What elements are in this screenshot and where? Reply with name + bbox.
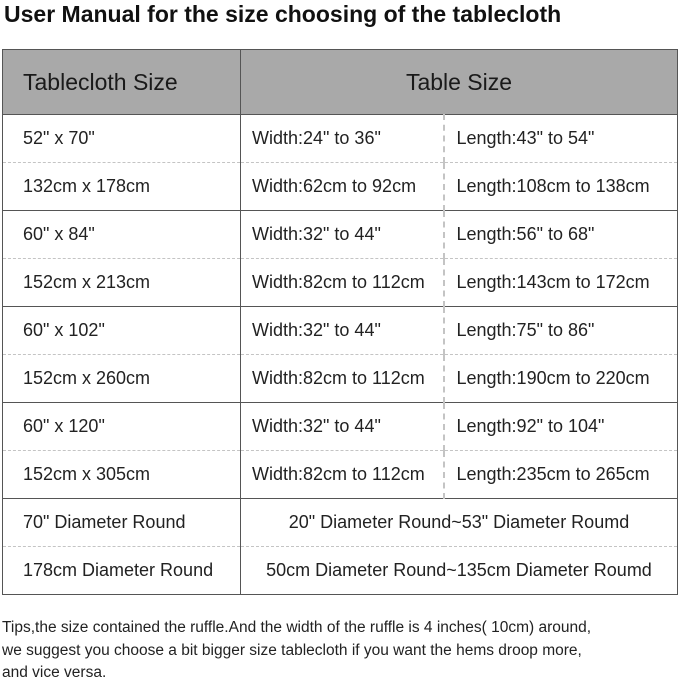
table-row bbox=[3, 307, 678, 355]
tips-line: and vice versa. bbox=[2, 664, 107, 681]
size-table bbox=[2, 49, 678, 595]
table-width-cm: Width:62cm to 92cm bbox=[241, 163, 444, 211]
tablecloth-size-inches: 60" x 84" bbox=[3, 211, 241, 259]
table-row bbox=[3, 355, 678, 403]
table-width-inches: Width:32" to 44" bbox=[241, 211, 444, 259]
table-row bbox=[3, 211, 678, 259]
table-length-cm: Length:143cm to 172cm bbox=[444, 259, 678, 307]
tablecloth-size-inches: 60" x 120" bbox=[3, 403, 241, 451]
tablecloth-size-cm: 152cm x 213cm bbox=[3, 259, 241, 307]
table-row bbox=[3, 403, 678, 451]
tips-line: we suggest you choose a bit bigger size tablecloth if you want the hems droop more, bbox=[2, 641, 582, 659]
table-row bbox=[3, 163, 678, 211]
table-width-cm: Width:82cm to 112cm bbox=[241, 259, 444, 307]
round-table-range-cm: 50cm Diameter Round~135cm Diameter Roumd bbox=[241, 547, 678, 595]
table-length-inches: Length:56" to 68" bbox=[444, 211, 678, 259]
header-tablecloth-size: Tablecloth Size bbox=[3, 50, 241, 115]
table-width-cm: Width:82cm to 112cm bbox=[241, 451, 444, 499]
table-width-inches: Width:32" to 44" bbox=[241, 307, 444, 355]
table-row-round bbox=[3, 499, 678, 547]
table-length-cm: Length:190cm to 220cm bbox=[444, 355, 678, 403]
table-width-inches: Width:32" to 44" bbox=[241, 403, 444, 451]
table-row-round bbox=[3, 547, 678, 595]
table-header-row bbox=[3, 50, 678, 115]
tablecloth-size-cm: 152cm x 260cm bbox=[3, 355, 241, 403]
tips-line: Tips,the size contained the ruffle.And the width of the ruffle is 4 inches( 10cm) around, bbox=[2, 619, 592, 636]
header-table-size: Table Size bbox=[241, 50, 678, 115]
tablecloth-size-inches: 60" x 102" bbox=[3, 307, 241, 355]
table-row bbox=[3, 259, 678, 307]
page-title: User Manual for the size choosing of the tablecloth bbox=[4, 1, 562, 27]
table-length-inches: Length:75" to 86" bbox=[444, 307, 678, 355]
tips-note bbox=[2, 617, 677, 685]
table-length-cm: Length:108cm to 138cm bbox=[444, 163, 678, 211]
table-length-inches: Length:43" to 54" bbox=[444, 115, 678, 163]
tablecloth-size-cm: 152cm x 305cm bbox=[3, 451, 241, 499]
table-length-cm: Length:235cm to 265cm bbox=[444, 451, 678, 499]
table-length-inches: Length:92" to 104" bbox=[444, 403, 678, 451]
round-size-cm: 178cm Diameter Round bbox=[3, 547, 241, 595]
tablecloth-size-inches: 52" x 70" bbox=[3, 115, 241, 163]
table-row bbox=[3, 451, 678, 499]
round-table-range-inches: 20" Diameter Round~53" Diameter Roumd bbox=[241, 499, 678, 547]
table-width-inches: Width:24" to 36" bbox=[241, 115, 444, 163]
table-row bbox=[3, 115, 678, 163]
tablecloth-size-cm: 132cm x 178cm bbox=[3, 163, 241, 211]
round-size-inches: 70" Diameter Round bbox=[3, 499, 241, 547]
table-width-cm: Width:82cm to 112cm bbox=[241, 355, 444, 403]
